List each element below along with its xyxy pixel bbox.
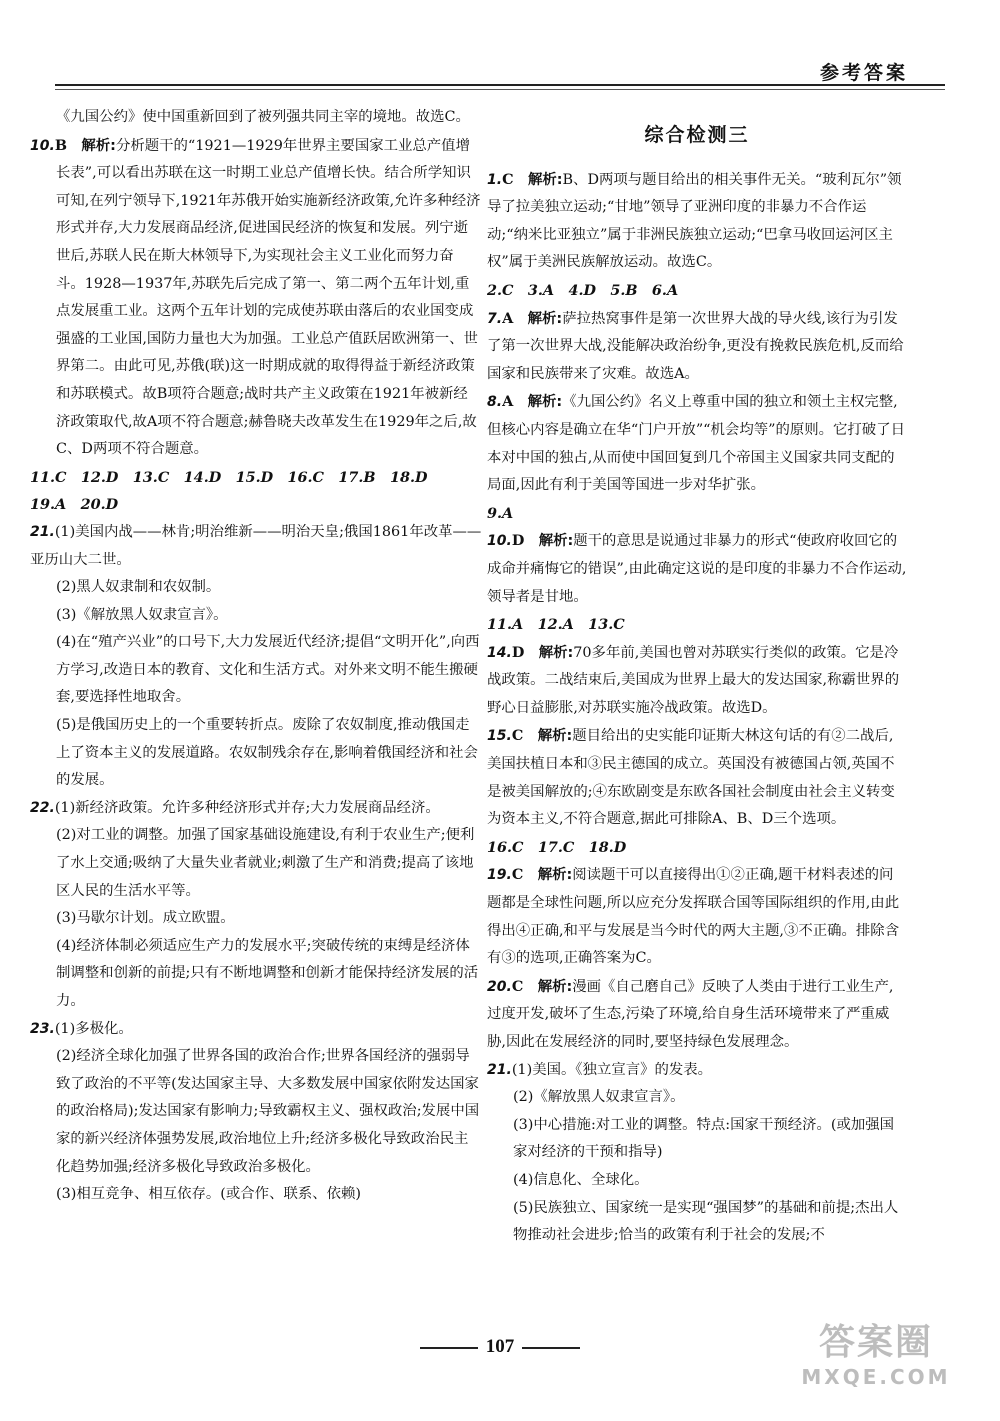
answer-part: (1)新经济政策。允许多种经济形式并存;大力发展商品经济。 xyxy=(54,799,440,816)
analysis-label: 解析: xyxy=(527,310,563,327)
header-rule xyxy=(55,84,945,86)
answer-part: (3)中心措施:对工业的调整。特点:国家干预经济。(或加强国家对经济的干预和指导) xyxy=(513,1116,895,1161)
answer-21-right xyxy=(487,1057,907,1085)
analysis-text: 题干的意思是说通过非暴力的形式“使政府收回它的成命并痛悔它的错误”,由此确定这说的是印度的非暴力不合作运动,领导者是甘地。 xyxy=(487,533,907,605)
question-number: 1. xyxy=(487,171,503,188)
answer-letter: D xyxy=(511,532,525,550)
answer-letter: C xyxy=(502,170,514,188)
answer-part: (1)多极化。 xyxy=(54,1020,133,1037)
analysis-label: 解析: xyxy=(538,644,574,661)
answer-part: (2)经济全球化加强了世界各国的政治合作;世界各国经济的强弱导致了政治的不平等(发达国家主导、大多数发展中国家依附发达国家的政治格局);发达国家有影响力;导致霸权主义、强权政治;发展中国家的新兴经济体强势发展,政治地位上升;经济多极化导致政治民主化趋势加强;经济多极化导致政治多极化。 xyxy=(56,1048,480,1175)
answer-letter: D xyxy=(511,643,525,661)
answer-line-11-13: 11.A 12.A 13.C xyxy=(487,616,625,634)
answer-20-right xyxy=(487,973,907,1057)
analysis-label: 解析: xyxy=(537,978,573,995)
answer-line-2-6: 2.C 3.A 4.D 5.B 6.A xyxy=(487,281,679,299)
answer-letter: C xyxy=(511,977,524,995)
answer-23-left xyxy=(30,1016,482,1044)
answer-part: (4)在“殖产兴业”的口号下,大力发展近代经济;提倡“文明开化”,向西方学习,改造日本的教育、文化和生活方式。对外来文明不能生搬硬套,要选择性地取舍。 xyxy=(56,634,480,706)
analysis-text: 70多年前,美国也曾对苏联实行类似的政策。它是冷战政策。二战结束后,美国成为世界上最大的发达国家,称霸世界的野心日益膨胀,对苏联实施冷战政策。故选D。 xyxy=(487,644,900,716)
header-title: 参考答案 xyxy=(819,62,908,84)
analysis-label: 解析: xyxy=(537,728,573,745)
analysis-text: B、D两项与题目给出的相关事件无关。“玻利瓦尔”领导了拉美独立运动;“甘地”领导了亚洲印度的非暴力不合作运动;“纳米比亚独立”属于非洲民族独立运动;“巴拿马收回运河区主权”属于美洲民族解放运动。故选C。 xyxy=(487,171,902,271)
question-number: 14. xyxy=(487,644,512,661)
answer-part: (3)《解放黑人奴隶宣言》。 xyxy=(56,606,228,623)
question-number: 10. xyxy=(487,533,512,550)
answer-line-9: 9.A xyxy=(487,504,514,522)
watermark-text: 答案圈 xyxy=(818,1322,933,1363)
analysis-text: 题目给出的史实能印证斯大林这句话的有②二战后,美国扶植日本和③民主德国的成立。英国没有被德国占领,英国不是被美国解放的;④东欧剧变是东欧各国社会制度由社会主义转变为资本主义,不符合题意,据此可排除A、B、D三个选项。 xyxy=(487,728,895,828)
answer-part: (4)经济体制必须适应生产力的发展水平;突破传统的束缚是经济体制调整和创新的前提;只有不断地调整和创新才能保持经济发展的活力。 xyxy=(56,937,479,1009)
analysis-text: 分析题干的“1921—1929年世界主要国家工业总产值增长表”,可以看出苏联在这一时期工业总产值增长快。结合所学知识可知,在列宁领导下,1921年苏俄开始实施新经济政策,允许多种经济形式并存,大力发展商品经济,促进国民经济的恢复和发展。列宁逝世后,苏联人民在斯大林领导下,为实现社会主义工业化而努力奋斗。1928—1937年,苏联先后完成了第一、第二两个五年计划,重点发展重工业。这两个五年计划的完成使苏联由落后的农业国变成强盛的工业国,国防力量也大为加强。工业总产值跃居欧洲第一、世界第二。由此可见,苏俄(联)这一时期成就的取得得益于新经济政策和苏联模式。故B项符合题意;战时共产主义政策在1921年被新经济政策取代,故A项不符合题意;赫鲁晓夫改革发生在1929年之后,故C、D两项不符合题意。 xyxy=(56,137,481,458)
answer-part: (1)美国内战——林肯;明治维新——明治天皇;俄国1861年改革——亚历山大二世。 xyxy=(30,523,482,568)
watermark-logo xyxy=(792,1321,960,1401)
question-number: 21. xyxy=(30,523,55,540)
answer-part: (2)《解放黑人奴隶宣言》。 xyxy=(513,1089,685,1106)
answer-part: (5)是俄国历史上的一个重要转折点。废除了农奴制度,推动俄国走上了资本主义的发展道路。农奴制残余存在,影响着俄国经济和社会的发展。 xyxy=(56,717,478,789)
answer-letter: C xyxy=(511,727,524,745)
analysis-label: 解析: xyxy=(538,533,574,550)
question-number: 22. xyxy=(30,799,55,816)
answer-10-left xyxy=(30,132,482,464)
header-rule-thin xyxy=(55,89,945,90)
question-number: 23. xyxy=(30,1020,55,1037)
answer-part: (5)民族独立、国家统一是实现“强国梦”的基础和前提;杰出人物推动社会进步;恰当的政策有利于社会的发展;不 xyxy=(513,1199,899,1244)
right-column xyxy=(487,104,907,1250)
answer-8-right xyxy=(487,388,907,499)
analysis-text: 《九国公约》名义上尊重中国的独立和领土主权完整,但核心内容是确立在华“门户开放”“机会均等”的原则。它打破了日本对中国的独占,从而使中国回复到几个帝国主义国家共同支配的局面,因此有利于美国等国进一步对华扩张。 xyxy=(487,394,905,494)
answer-19-right xyxy=(487,861,907,972)
answer-1-right xyxy=(487,166,907,277)
answer-part: (2)黑人奴隶制和农奴制。 xyxy=(56,579,221,596)
question-number: 10. xyxy=(30,137,55,154)
answer-10-right xyxy=(487,527,907,611)
answer-letter: B xyxy=(54,136,67,154)
analysis-text: 阅读题干可以直接得出①②正确,题干材料表述的问题都是全球性问题,所以应充分发挥联合国等国际组织的作用,由此得出④正确,和平与发展是当今时代的两大主题,③不正确。排除含有③的选项,正确答案为C。 xyxy=(487,867,900,967)
answer-part: (4)信息化、全球化。 xyxy=(513,1171,649,1188)
left-column xyxy=(30,104,482,1209)
analysis-text: 漫画《自己磨自己》反映了人类由于进行工业生产,过度开发,破坏了生态,污染了环境,给自身生活环境带来了严重威胁,因此在发展经济的同时,要坚持绿色发展理念。 xyxy=(487,978,894,1050)
answer-line-16-18: 16.C 17.C 18.D xyxy=(487,838,627,856)
answer-part: (3)相互竞争、相互依存。(或合作、联系、依赖) xyxy=(56,1186,362,1203)
analysis-label: 解析: xyxy=(537,867,573,884)
analysis-text: 萨拉热窝事件是第一次世界大战的导火线,该行为引发了第一次世界大战,没能解决政治纷争,更没有挽救民族危机,反而给国家和民族带来了灾难。故选A。 xyxy=(487,310,904,382)
answer-letter: A xyxy=(502,393,514,411)
question-number: 7. xyxy=(487,310,503,327)
analysis-label: 解析: xyxy=(527,394,563,411)
question-number: 15. xyxy=(487,728,512,745)
answer-part: (2)对工业的调整。加强了国家基础设施建设,有利于农业生产;便利了水上交通;吸纳了大量失业者就业;刺激了生产和消费;提高了该地区人民的生活水平等。 xyxy=(56,827,475,899)
answer-letter: C xyxy=(511,866,524,884)
answer-22-left xyxy=(30,795,482,823)
question-number: 20. xyxy=(487,978,512,995)
footer-ornament-left xyxy=(420,1347,478,1349)
answer-letter: A xyxy=(502,309,514,327)
answer-14-right xyxy=(487,639,907,723)
page-number: 107 xyxy=(485,1336,515,1357)
answer-line-11-18: 11.C 12.D 13.C 14.D 15.D 16.C 17.B 18.D xyxy=(30,468,428,486)
section-title: 综合检测三 xyxy=(644,124,750,146)
question-number: 19. xyxy=(487,867,512,884)
analysis-label: 解析: xyxy=(527,171,563,188)
footer-ornament-right xyxy=(522,1347,580,1349)
answer-line-19-20: 19.A 20.D xyxy=(30,496,119,514)
question-number: 8. xyxy=(487,394,503,411)
answer-part: (1)美国。《独立宣言》的发表。 xyxy=(511,1061,713,1078)
analysis-label: 解析: xyxy=(81,137,116,154)
left-paragraph-intro: 《九国公约》使中国重新回到了被列强共同主宰的境地。故选C。 xyxy=(56,109,470,125)
answer-part: (3)马歇尔计划。成立欧盟。 xyxy=(56,910,235,927)
answer-21-left xyxy=(30,519,482,574)
question-number: 21. xyxy=(487,1061,512,1078)
answer-7-right xyxy=(487,305,907,389)
answer-15-right xyxy=(487,722,907,833)
watermark-url: MXQE.COM xyxy=(801,1365,951,1389)
